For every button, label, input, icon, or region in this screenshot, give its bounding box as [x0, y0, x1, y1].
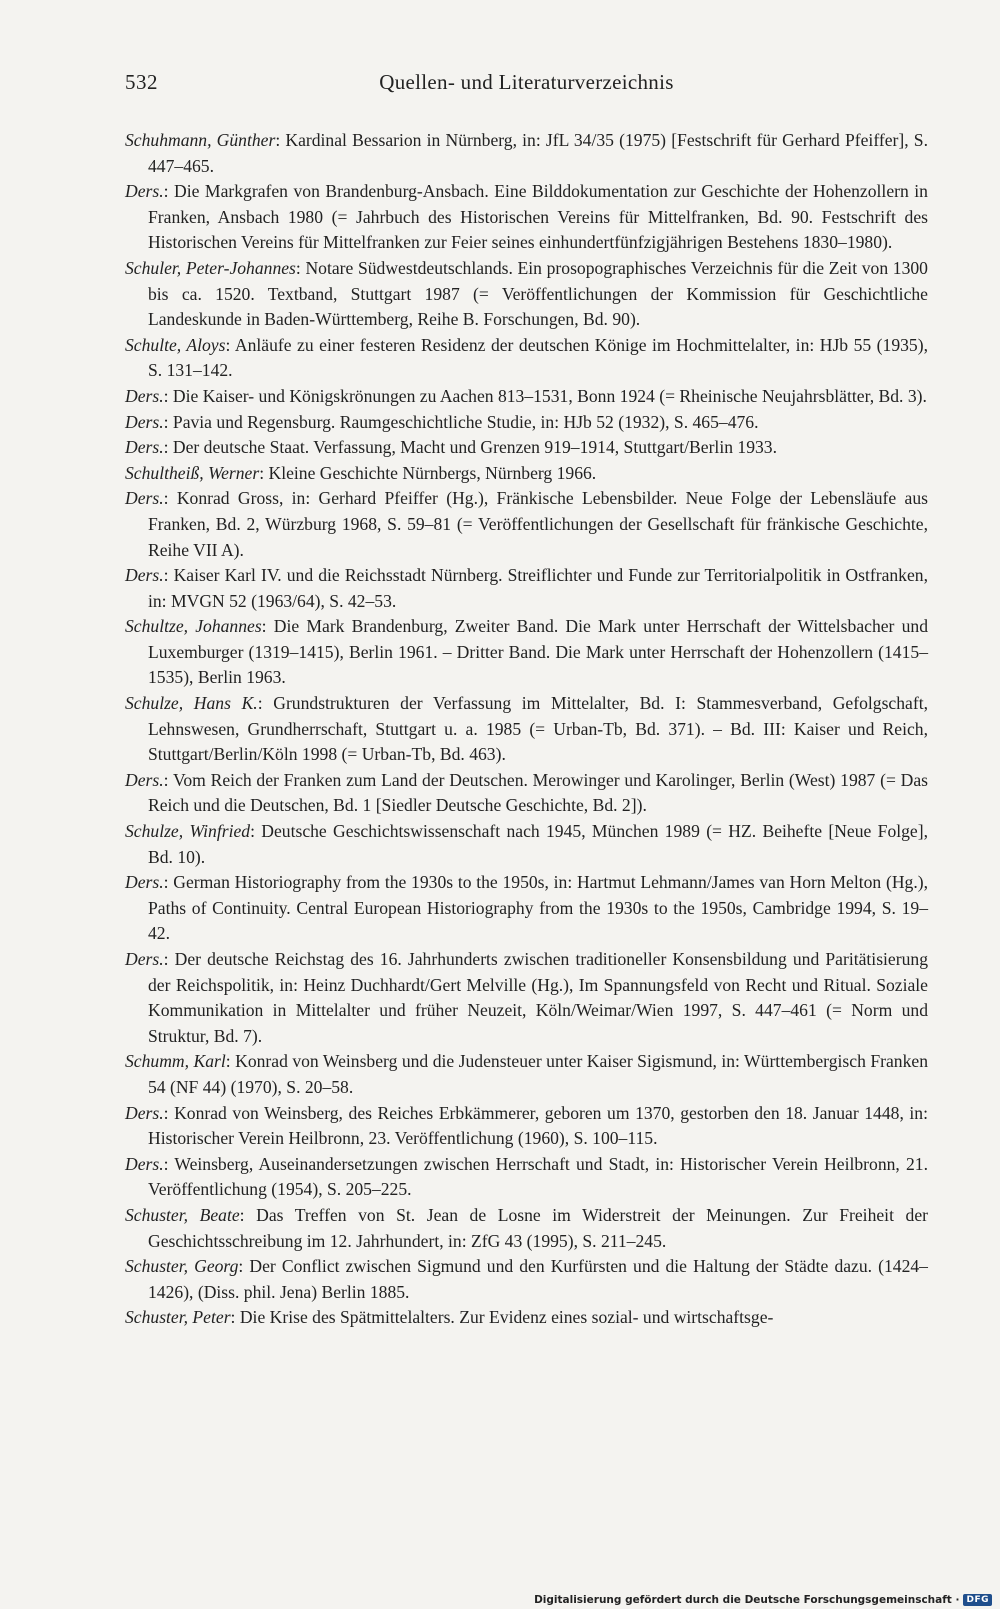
running-head: Quellen- und Literaturverzeichnis: [379, 70, 674, 94]
bibliography-entry: Schuler, Peter-Johannes: Notare Südwestdeutschlands. Ein prosopographisches Verzeichnis für die Zeit von 1300 bis ca. 1520. Textband, Stuttgart 1987 (= Veröffentlichungen der Kommission für Geschichtliche Landeskunde in Baden-Württemberg, Reihe B. Forschungen, Bd. 90).: [125, 257, 928, 330]
bibliography-entry: Schuster, Beate: Das Treffen von St. Jean de Losne im Widerstreit der Meinungen. Zur Freiheit der Geschichtsschreibung im 12. Jahrhundert, in: ZfG 43 (1995), S. 211–245.: [125, 1204, 928, 1251]
bibliography-entry: Ders.: Vom Reich der Franken zum Land der Deutschen. Merowinger und Karolinger, Berlin (West) 1987 (= Das Reich und die Deutschen, Bd. 1 [Siedler Deutsche Geschichte, Bd. 2]).: [125, 769, 929, 816]
bibliography-entry: Schuster, Georg: Der Conflict zwischen Sigmund und den Kurfürsten und die Haltung der Städte dazu. (1424–1426), (Diss. phil. Jena) Berlin 1885.: [125, 1256, 928, 1302]
entry-text: Kardinal Bessarion in Nürnberg, in: JfL 34/35 (1975) [Festschrift für Gerhard Pfeiffer], S. 447–465.: [148, 130, 928, 176]
entry-text: Konrad von Weinsberg, des Reiches Erbkämmerer, geboren um 1370, gestorben den 18. Januar 1448, in: Historischer Verein Heilbronn, 23. Veröffentlichung (1960), S. 100–115.: [148, 1102, 928, 1149]
bibliography-entry: Schuster, Peter: Die Krise des Spätmittelalters. Zur Evidenz eines sozial- und wirtschaftsge-: [125, 1307, 774, 1328]
entry-author: Schuhmann, Günther: [125, 130, 276, 150]
bibliography-entry: Ders.: Der deutsche Reichstag des 16. Jahrhunderts zwischen traditioneller Konsensbildung und Paritätisierung der Reichspolitik, in: Heinz Duchhardt/Gert Melville (Hg.), Im Spannungsfeld von Recht und Ritual. Soziale Kommunikation in Mittelalter und früher Neuzeit, Köln/Weimar/Wien 1997, S. 447–461 (= Norm und Struktur, Bd. 7).: [125, 949, 928, 1046]
entry-text: Konrad von Weinsberg und die Judensteuer unter Kaiser Sigismund, in: Württembergisch Franken 54 (NF 44) (1970), S. 20–58.: [148, 1051, 928, 1097]
entry-author: Schuster, Georg: [125, 1256, 239, 1277]
bibliography-list: [125, 128, 928, 1331]
bibliography-entry: Ders.: Der deutsche Staat. Verfassung, Macht und Grenzen 919–1914, Stuttgart/Berlin 1933.: [125, 437, 777, 458]
entry-author: Ders.: [125, 488, 164, 509]
entry-text: Konrad Gross, in: Gerhard Pfeiffer (Hg.), Fränkische Lebensbilder. Neue Folge der Lebensläufe aus Franken, Bd. 2, Würzburg 1968, S. 59–81 (= Veröffentlichungen der Gesellschaft für fränkische Geschichte, Reihe VII A).: [148, 488, 928, 560]
entry-author: Schuster, Beate: [125, 1204, 240, 1225]
entry-text: Pavia und Regensburg. Raumgeschichtliche Studie, in: HJb 52 (1932), S. 465–476.: [172, 411, 759, 432]
entry-text: Die Krise des Spätmittelalters. Zur Evidenz eines sozial- und wirtschaftsge-: [239, 1307, 774, 1328]
entry-text: Anläufe zu einer festeren Residenz der deutschen Könige im Hochmittelalter, in: HJb 55 (1935), S. 131–142.: [148, 334, 928, 381]
entry-author: Ders.: [125, 385, 164, 406]
entry-author: Ders.: [125, 872, 164, 893]
bibliography-entry: Schumm, Karl: Konrad von Weinsberg und die Judensteuer unter Kaiser Sigismund, in: Württembergisch Franken 54 (NF 44) (1970), S. 20–58.: [125, 1051, 928, 1097]
entry-text: Deutsche Geschichtswissenschaft nach 1945, München 1989 (= HZ. Beihefte [Neue Folge], Bd. 10).: [148, 821, 929, 867]
entry-text: Die Kaiser- und Königskrönungen zu Aachen 813–1531, Bonn 1924 (= Rheinische Neujahrsblätter, Bd. 3).: [172, 385, 927, 406]
bibliography-entry: Ders.: Kaiser Karl IV. und die Reichsstadt Nürnberg. Streiflichter und Funde zur Territorialpolitik in Ostfranken, in: MVGN 52 (1963/64), S. 42–53.: [125, 565, 928, 611]
entry-text: German Historiography from the 1930s to the 1950s, in: Hartmut Lehmann/James van Horn Melton (Hg.), Paths of Continuity. Central European Historiography from the 1930s to the 1950s, Cambridge 1994, S. 19–42.: [148, 872, 928, 944]
entry-author: Ders.: [125, 769, 164, 790]
entry-author: Schultheiß, Werner: [125, 462, 260, 483]
entry-author: Ders.: [125, 181, 164, 202]
entry-text: Der deutsche Reichstag des 16. Jahrhunderts zwischen traditioneller Konsensbildung und Paritätisierung der Reichspolitik, in: Heinz Duchhardt/Gert Melville (Hg.), Im Spannungsfeld von Recht und Ritual. Soziale Kommunikation in Mittelalter und früher Neuzeit, Köln/Weimar/Wien 1997, S. 447–461 (= Norm und Struktur, Bd. 7).: [148, 949, 928, 1046]
bibliography-entry: Ders.: Konrad Gross, in: Gerhard Pfeiffer (Hg.), Fränkische Lebensbilder. Neue Folge der Lebensläufe aus Franken, Bd. 2, Würzburg 1968, S. 59–81 (= Veröffentlichungen der Gesellschaft für fränkische Geschichte, Reihe VII A).: [125, 488, 928, 560]
entry-text: Die Markgrafen von Brandenburg-Ansbach. Eine Bilddokumentation zur Geschichte der Hohenzollern in Franken, Ansbach 1980 (= Jahrbuch des Historischen Vereins für Mittelfranken, Bd. 90. Festschrift des Historischen Vereins für Mittelfranken zur Feier seines einhundertfünfzigjährigen Bestehens 1830–1980).: [148, 181, 928, 253]
bibliography-entry: Ders.: Pavia und Regensburg. Raumgeschichtliche Studie, in: HJb 52 (1932), S. 465–476.: [125, 411, 759, 432]
entry-text: Vom Reich der Franken zum Land der Deutschen. Merowinger und Karolinger, Berlin (West) 1987 (= Das Reich und die Deutschen, Bd. 1 [Siedler Deutsche Geschichte, Bd. 2]).: [148, 769, 929, 816]
entry-author: Ders.: [125, 437, 164, 458]
entry-text: Kaiser Karl IV. und die Reichsstadt Nürnberg. Streiflichter und Funde zur Territorialpolitik in Ostfranken, in: MVGN 52 (1963/64), S. 42–53.: [148, 565, 928, 611]
entry-text: Der deutsche Staat. Verfassung, Macht und Grenzen 919–1914, Stuttgart/Berlin 1933.: [172, 437, 777, 458]
entry-text: Der Conflict zwischen Sigmund und den Kurfürsten und die Haltung der Städte dazu. (1424–1426), (Diss. phil. Jena) Berlin 1885.: [148, 1256, 928, 1302]
entry-text: Die Mark Brandenburg, Zweiter Band. Die Mark unter Herrschaft der Wittelsbacher und Luxemburger (1319–1415), Berlin 1961. – Dritter Band. Die Mark unter Herrschaft der Hohenzollern (1415–1535), Berlin 1963.: [148, 616, 928, 688]
bibliography-entry: Schulze, Winfried: Deutsche Geschichtswissenschaft nach 1945, München 1989 (= HZ. Beihefte [Neue Folge], Bd. 10).: [125, 821, 929, 867]
entry-author: Ders.: [125, 411, 164, 432]
entry-text: Grundstrukturen der Verfassung im Mittelalter, Bd. I: Stammesverband, Gefolgschaft, Lehnswesen, Grundherrschaft, Stuttgart u. a. 1985 (= Urban-Tb, Bd. 371). – Bd. III: Kaiser und Reich, Stuttgart/Berlin/Köln 1998 (= Urban-Tb, Bd. 463).: [148, 693, 928, 765]
entry-author: Ders.: [125, 949, 164, 969]
entry-author: Schulte, Aloys: [125, 334, 226, 355]
bibliography-entry: Schulze, Hans K.: Grundstrukturen der Verfassung im Mittelalter, Bd. I: Stammesverband, Gefolgschaft, Lehnswesen, Grundherrschaft, Stuttgart u. a. 1985 (= Urban-Tb, Bd. 371). – Bd. III: Kaiser und Reich, Stuttgart/Berlin/Köln 1998 (= Urban-Tb, Bd. 463).: [125, 693, 928, 765]
bibliography-entry: Ders.: Die Kaiser- und Königskrönungen zu Aachen 813–1531, Bonn 1924 (= Rheinische Neujahrsblätter, Bd. 3).: [125, 385, 927, 406]
entry-text: Kleine Geschichte Nürnbergs, Nürnberg 1966.: [268, 462, 597, 483]
bibliography-entry: Ders.: Weinsberg, Auseinandersetzungen zwischen Herrschaft und Stadt, in: Historischer Verein Heilbronn, 21. Veröffentlichung (1954), S. 205–225.: [125, 1153, 928, 1200]
entry-author: Schulze, Winfried: [125, 821, 251, 842]
bibliography-entry: Schultze, Johannes: Die Mark Brandenburg, Zweiter Band. Die Mark unter Herrschaft der Wittelsbacher und Luxemburger (1319–1415), Berlin 1961. – Dritter Band. Die Mark unter Herrschaft der Hohenzollern (1415–1535), Berlin 1963.: [125, 616, 928, 688]
bibliography-entry: Ders.: Konrad von Weinsberg, des Reiches Erbkämmerer, geboren um 1370, gestorben den 18. Januar 1448, in: Historischer Verein Heilbronn, 23. Veröffentlichung (1960), S. 100–115.: [125, 1102, 928, 1149]
digitization-footer: [534, 1594, 992, 1606]
entry-author: Ders.: [125, 1153, 164, 1174]
bibliography-entry: Ders.: Die Markgrafen von Brandenburg-Ansbach. Eine Bilddokumentation zur Geschichte der Hohenzollern in Franken, Ansbach 1980 (= Jahrbuch des Historischen Vereins für Mittelfranken, Bd. 90. Festschrift des Historischen Vereins für Mittelfranken zur Feier seines einhundertfünfzigjährigen Bestehens 1830–1980).: [125, 181, 928, 253]
entry-text: Notare Südwestdeutschlands. Ein prosopographisches Verzeichnis für die Zeit von 1300 bis ca. 1520. Textband, Stuttgart 1987 (= Veröffentlichungen der Kommission für Geschichtliche Landeskunde in Baden-Württemberg, Reihe B. Forschungen, Bd. 90).: [148, 257, 928, 330]
entry-author: Schumm, Karl: [125, 1051, 226, 1072]
entry-text: Weinsberg, Auseinandersetzungen zwischen Herrschaft und Stadt, in: Historischer Verein Heilbronn, 21. Veröffentlichung (1954), S. 205–225.: [148, 1153, 928, 1200]
page-number: 532: [125, 70, 158, 94]
entry-author: Ders.: [125, 1102, 164, 1123]
entry-author: Schultze, Johannes: [125, 616, 262, 637]
page-header: [125, 70, 928, 106]
entry-author: Ders.: [125, 565, 164, 586]
dfg-logo-icon: DFG: [963, 1594, 992, 1606]
entry-text: Das Treffen von St. Jean de Losne im Widerstreit der Meinungen. Zur Freiheit der Geschichtsschreibung im 12. Jahrhundert, in: ZfG 43 (1995), S. 211–245.: [148, 1204, 928, 1251]
bibliography-entry: Ders.: German Historiography from the 1930s to the 1950s, in: Hartmut Lehmann/James van Horn Melton (Hg.), Paths of Continuity. Central European Historiography from the 1930s to the 1950s, Cambridge 1994, S. 19–42.: [125, 872, 928, 944]
bibliography-entry: Schulte, Aloys: Anläufe zu einer festeren Residenz der deutschen Könige im Hochmittelalter, in: HJb 55 (1935), S. 131–142.: [125, 334, 928, 381]
footer-text: Digitalisierung gefördert durch die Deutsche Forschungsgemeinschaft ·: [534, 1594, 960, 1606]
entry-author: Schuster, Peter: [125, 1307, 231, 1328]
entry-author: Schuler, Peter-Johannes: [125, 257, 296, 278]
bibliography-entry: Schuhmann, Günther: Kardinal Bessarion in Nürnberg, in: JfL 34/35 (1975) [Festschrift für Gerhard Pfeiffer], S. 447–465.: [125, 130, 928, 176]
entry-author: Schulze, Hans K.: [125, 693, 258, 714]
bibliography-entry: Schultheiß, Werner: Kleine Geschichte Nürnbergs, Nürnberg 1966.: [125, 462, 597, 483]
